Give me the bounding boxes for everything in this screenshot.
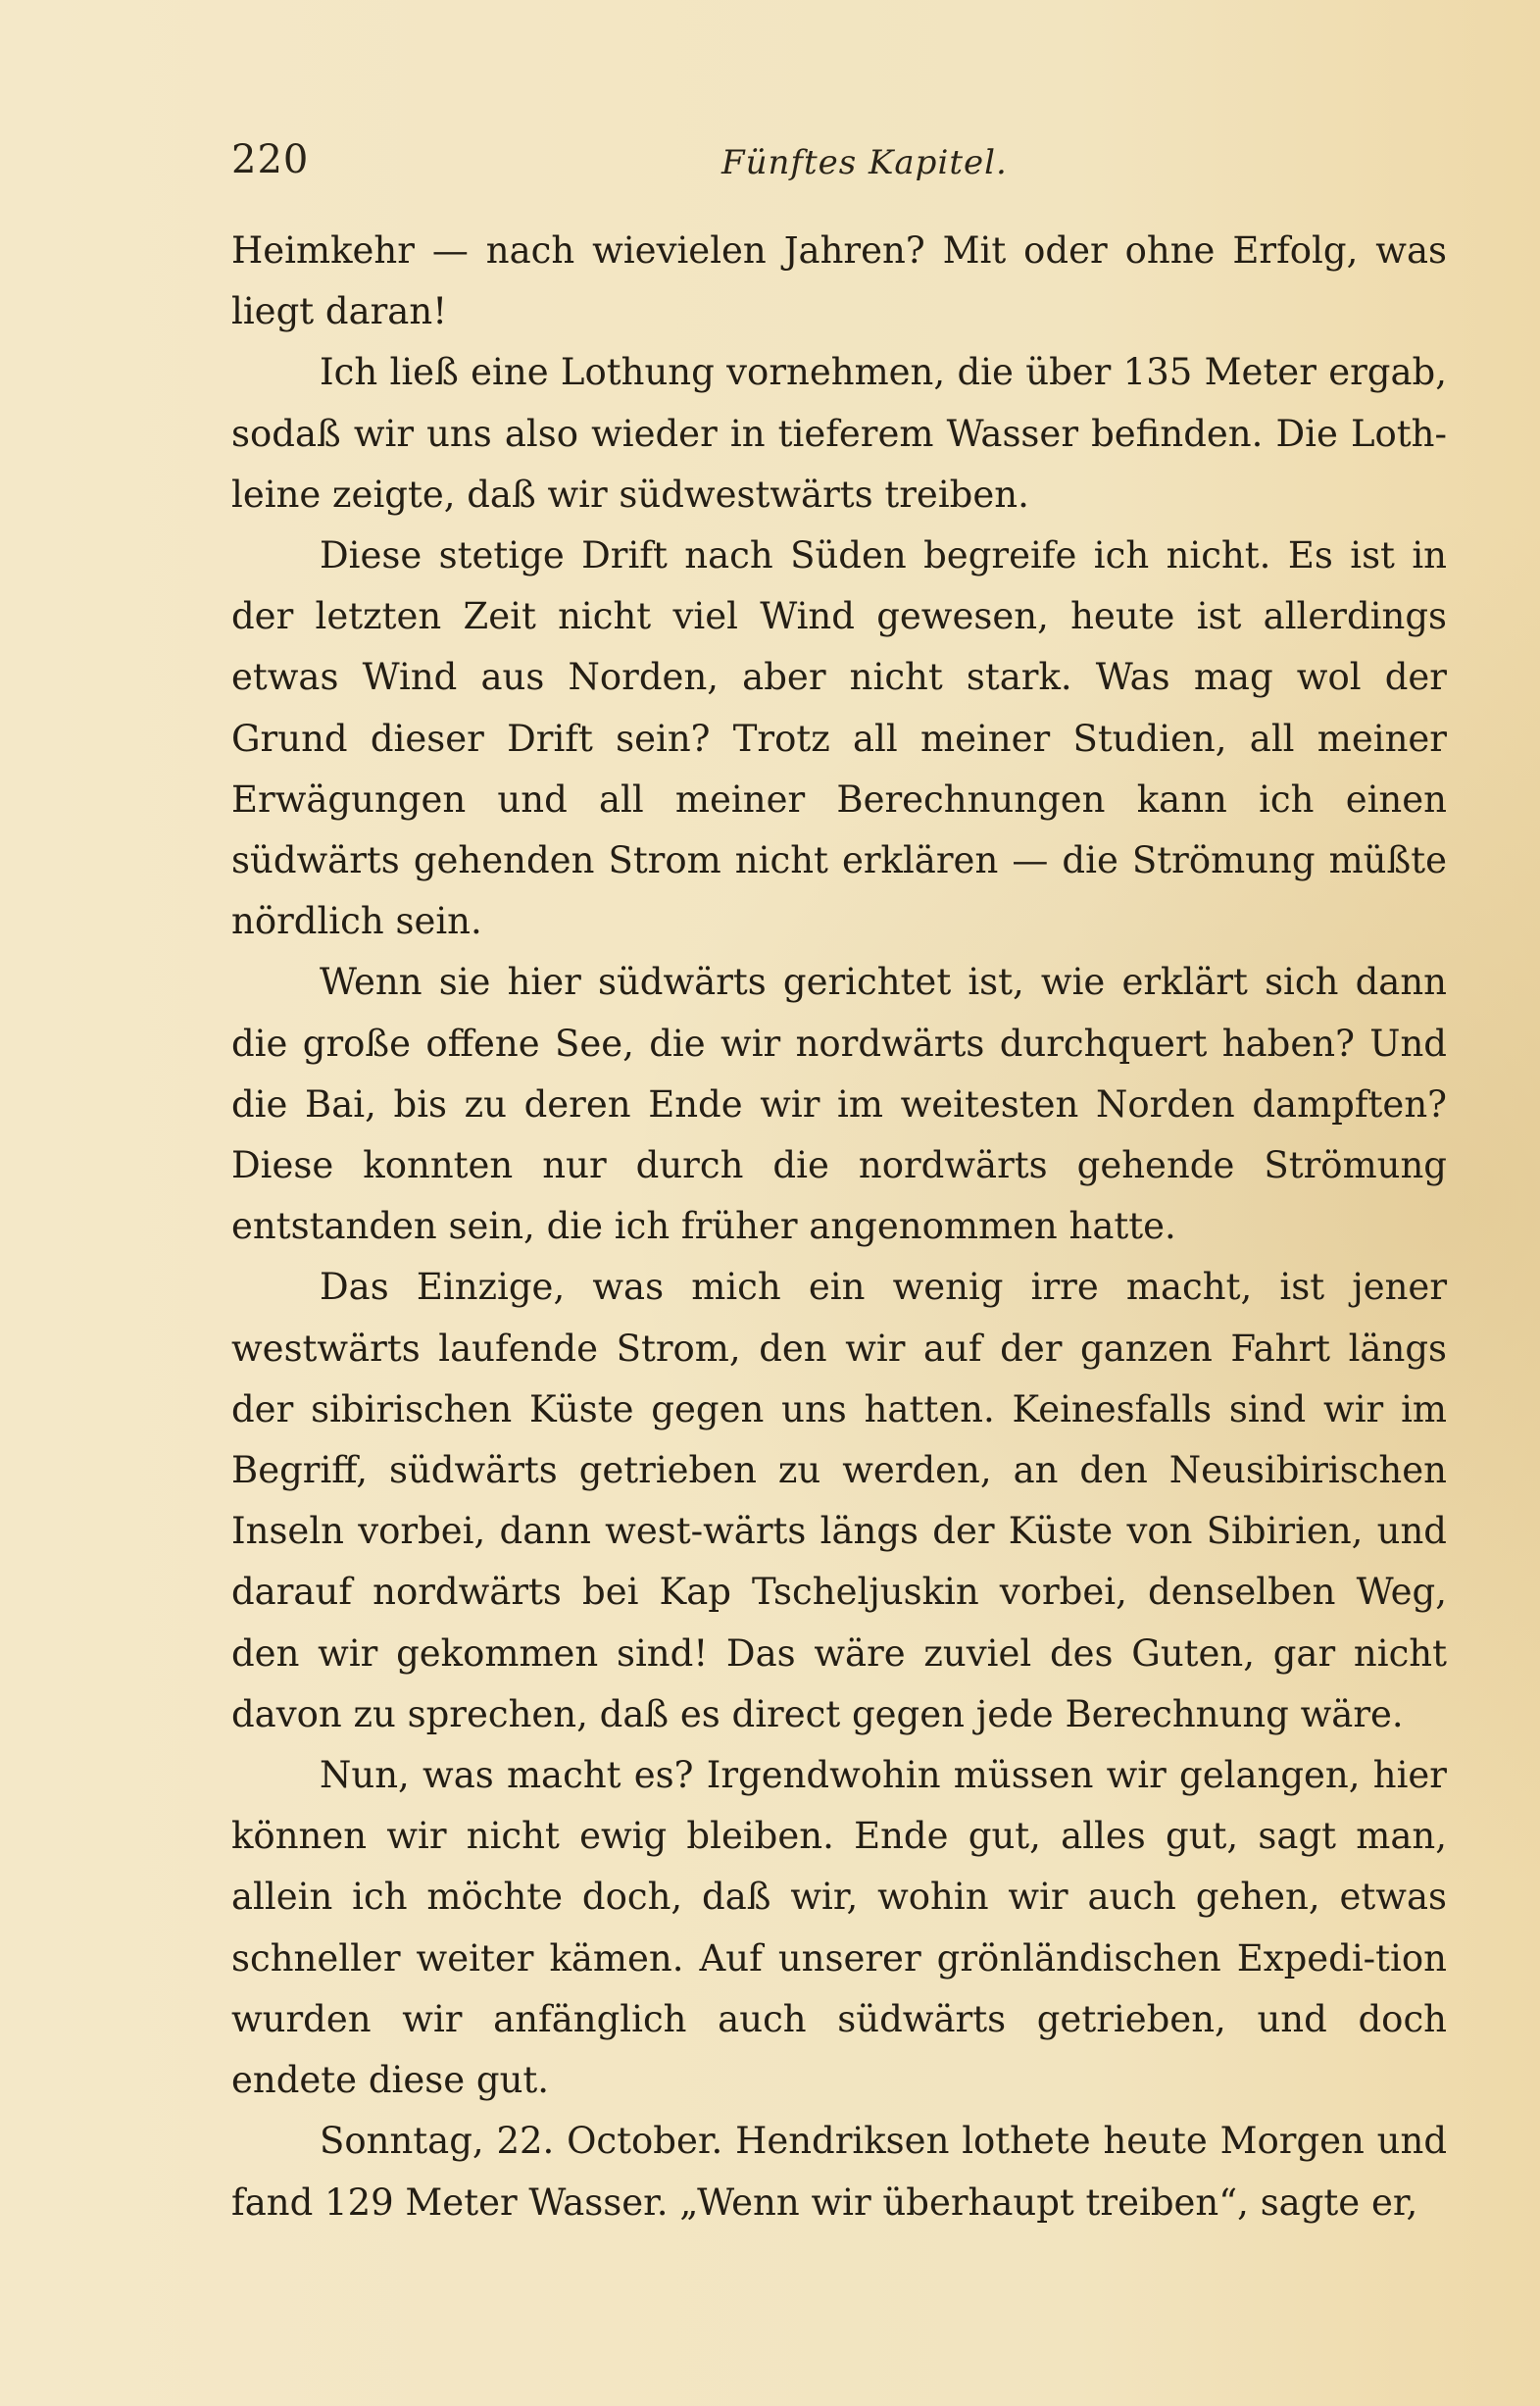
paragraph: Sonntag, 22. October. Hendriksen lothete heute Morgen und fand 129 Meter Wasser. „Wenn wir überhaupt treiben“, sagte er, <box>231 2120 1447 2224</box>
paragraph: Wenn sie hier südwärts gerichtet ist, wie erklärt sich dann die große offene See, die wir nordwärts durchquert haben? Und die Bai, bis zu deren Ende wir im weitesten Norden dampften? Diese konnten nur durch die nordwärts gehende Strömung entstanden sein, die ich früher angenommen hatte. <box>231 961 1447 1248</box>
body-text <box>231 221 1447 2233</box>
paragraph: Nun, was macht es? Irgendwohin müssen wir gelangen, hier können wir nicht ewig bleiben. Ende gut, alles gut, sagt man, allein ich möchte doch, daß wir, wohin wir auch gehen, etwas schneller weiter kämen. Auf unserer grönländischen Expedi-tion wurden wir anfänglich auch südwärts getrieben, und doch endete diese gut. <box>231 1754 1447 2102</box>
page-number: 220 <box>231 137 310 182</box>
running-head: Fünftes Kapitel. <box>721 143 1008 182</box>
paragraph: Heimkehr — nach wievielen Jahren? Mit oder ohne Erfolg, was liegt daran! <box>231 229 1447 333</box>
paragraph: Das Einzige, was mich ein wenig irre macht, ist jener westwärts laufende Strom, den wir auf der ganzen Fahrt längs der sibirischen Küste gegen uns hatten. Keinesfalls sind wir im Begriff, südwärts getrieben zu werden, an den Neusibirischen Inseln vorbei, dann west-wärts längs der Küste von Sibirien, und darauf nordwärts bei Kap Tscheljuskin vorbei, denselben Weg, den wir gekommen sind! Das wäre zuviel des Guten, gar nicht davon zu sprechen, daß es direct gegen jede Berechnung wäre. <box>231 1266 1447 1735</box>
paragraph: Diese stetige Drift nach Süden begreife ich nicht. Es ist in der letzten Zeit nicht viel Wind gewesen, heute ist allerdings etwas Wind aus Norden, aber nicht stark. Was mag wol der Grund dieser Drift sein? Trotz all meiner Studien, all meiner Erwägungen und all meiner Berechnungen kann ich einen südwärts gehenden Strom nicht erklären — die Strömung müßte nördlich sein. <box>231 534 1447 943</box>
page-header <box>231 137 1452 196</box>
paragraph: Ich ließ eine Lothung vornehmen, die über 135 Meter ergab, sodaß wir uns also wieder in tieferem Wasser befinden. Die Loth-leine zeigte, daß wir südwestwärts treiben. <box>231 351 1447 516</box>
